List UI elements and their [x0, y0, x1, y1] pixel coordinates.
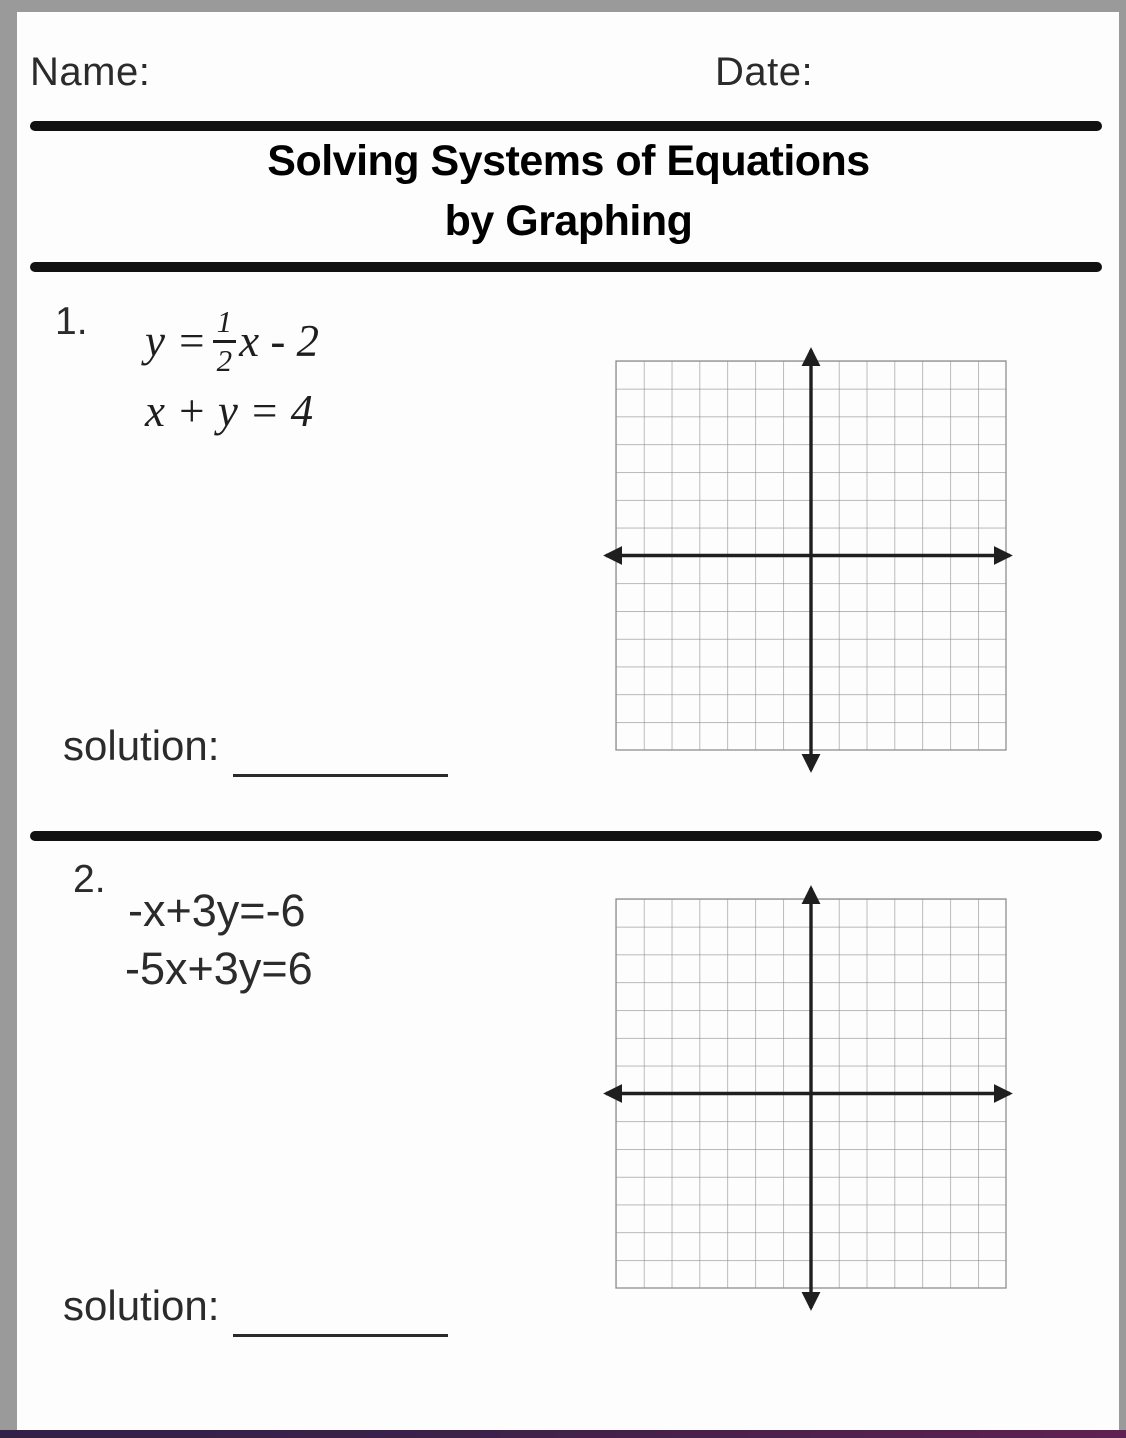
equation1-rhs: x - 2	[239, 316, 320, 367]
divider-top	[30, 121, 1102, 131]
solution-row-2	[63, 1282, 448, 1330]
date-label: Date:	[715, 50, 814, 94]
solution2-blank-line	[233, 1297, 448, 1337]
footer-accent-bar	[0, 1430, 1126, 1438]
equation1-lhs: y =	[145, 316, 207, 367]
name-label: Name:	[30, 50, 151, 94]
coordinate-grid-2	[588, 868, 1028, 1328]
problem1-equation-1	[145, 306, 319, 376]
title-line-1: Solving Systems of Equations	[267, 137, 870, 185]
coordinate-grid-1	[588, 330, 1028, 790]
problem1-equation-2: x + y = 4	[145, 386, 314, 436]
divider-between-problems	[30, 831, 1102, 841]
solution2-label: solution:	[63, 1282, 220, 1329]
fraction-denominator: 2	[216, 342, 233, 378]
fraction-numerator: 1	[213, 306, 237, 343]
problem2-equation-2: -5x+3y=6	[125, 943, 313, 994]
solution-row-1	[63, 722, 448, 770]
title-line-2: by Graphing	[444, 197, 693, 245]
fraction-one-half	[213, 306, 237, 376]
problem2-equation-1: -x+3y=-6	[128, 885, 306, 936]
divider-below-title	[30, 262, 1102, 272]
worksheet-title	[18, 131, 1119, 251]
problem1-number: 1.	[55, 300, 88, 343]
solution1-label: solution:	[63, 722, 220, 769]
solution1-blank-line	[233, 737, 448, 777]
problem2-number: 2.	[73, 858, 106, 901]
